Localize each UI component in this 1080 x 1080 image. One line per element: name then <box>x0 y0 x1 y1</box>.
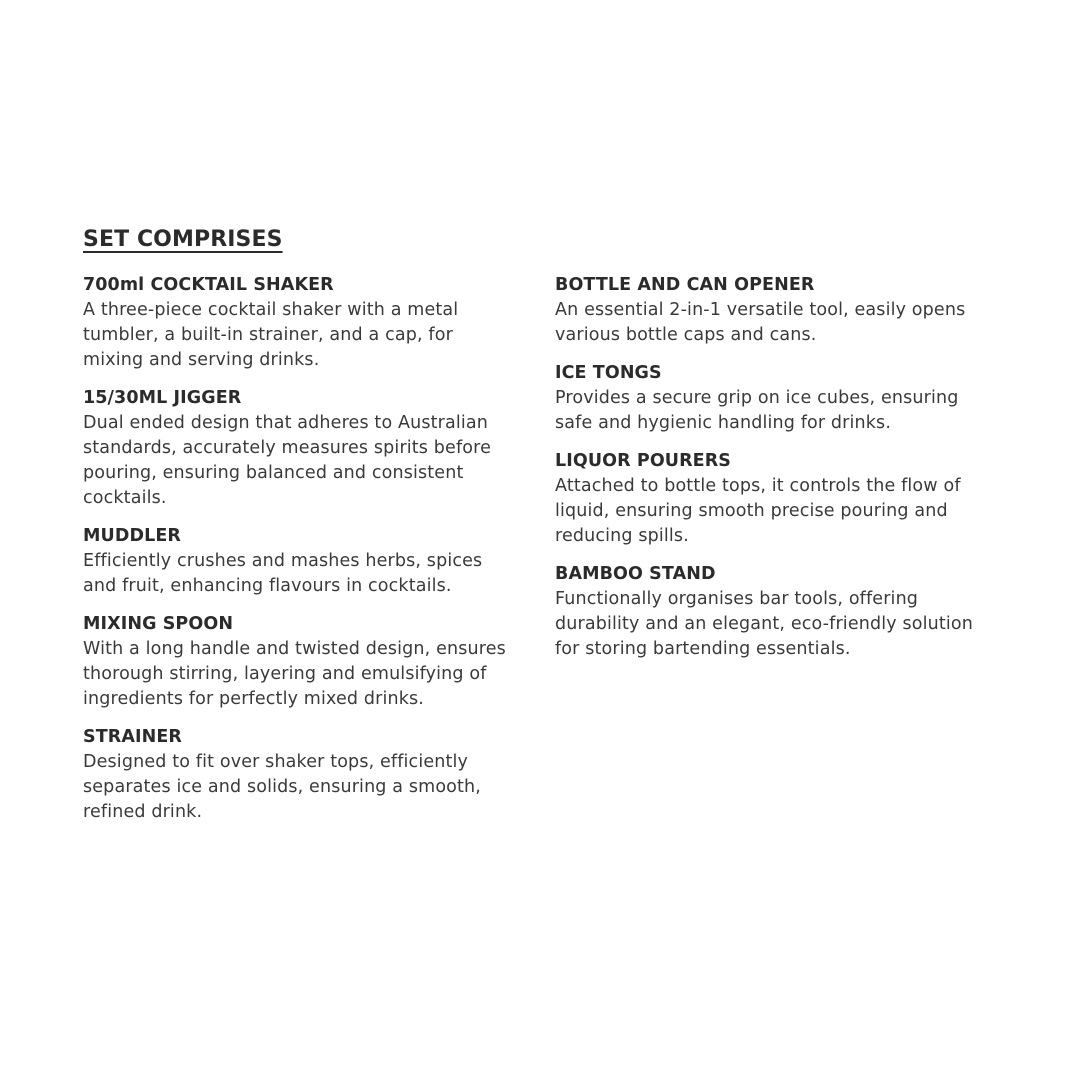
description-line: reducing spills. <box>555 526 689 546</box>
item-name: LIQUOR POURERS <box>555 451 732 471</box>
item-liquor-pourers <box>555 449 1015 549</box>
item-name: STRAINER <box>83 727 182 747</box>
item-description <box>555 474 1015 549</box>
item-description <box>555 386 1015 436</box>
description-line: separates ice and solids, ensuring a smooth, <box>83 777 482 797</box>
item-description <box>555 298 1015 348</box>
description-line: Designed to fit over shaker tops, efficiently <box>83 752 469 772</box>
item-bamboo-stand <box>555 562 1015 662</box>
section-title: SET COMPRISES <box>83 227 283 252</box>
description-line: standards, accurately measures spirits before <box>83 438 492 458</box>
item-ice-tongs <box>555 361 1015 436</box>
description-line: Efficiently crushes and mashes herbs, spices <box>83 551 483 571</box>
description-line: An essential 2-in-1 versatile tool, easily opens <box>555 300 966 320</box>
description-line: tumbler, a built-in strainer, and a cap, for <box>83 325 453 345</box>
item-description <box>83 637 543 712</box>
description-line: safe and hygienic handling for drinks. <box>555 413 892 433</box>
right-column <box>555 273 1015 675</box>
description-line: and fruit, enhancing flavours in cocktails. <box>83 576 452 596</box>
description-line: pouring, ensuring balanced and consistent <box>83 463 464 483</box>
left-column <box>83 273 543 838</box>
description-line: for storing bartending essentials. <box>555 639 851 659</box>
description-line: With a long handle and twisted design, ensures <box>83 639 506 659</box>
item-description <box>83 549 543 599</box>
description-line: various bottle caps and cans. <box>555 325 817 345</box>
description-line: mixing and serving drinks. <box>83 350 320 370</box>
item-name: 15/30ML JIGGER <box>83 388 242 408</box>
description-line: Dual ended design that adheres to Australian <box>83 413 489 433</box>
description-line: Provides a secure grip on ice cubes, ensuring <box>555 388 959 408</box>
item-name: BOTTLE AND CAN OPENER <box>555 275 815 295</box>
item-jigger <box>83 386 543 511</box>
item-mixing-spoon <box>83 612 543 712</box>
description-line: thorough stirring, layering and emulsifying of <box>83 664 487 684</box>
description-line: durability and an elegant, eco-friendly solution <box>555 614 973 634</box>
description-line: refined drink. <box>83 802 203 822</box>
item-description <box>83 411 543 511</box>
item-name: 700ml COCKTAIL SHAKER <box>83 275 334 295</box>
description-line: cocktails. <box>83 488 167 508</box>
description-line: liquid, ensuring smooth precise pouring and <box>555 501 948 521</box>
item-name: MIXING SPOON <box>83 614 234 634</box>
item-cocktail-shaker <box>83 273 543 373</box>
item-muddler <box>83 524 543 599</box>
description-line: ingredients for perfectly mixed drinks. <box>83 689 424 709</box>
item-description <box>555 587 1015 662</box>
item-description <box>83 750 543 825</box>
item-name: MUDDLER <box>83 526 181 546</box>
description-line: A three-piece cocktail shaker with a metal <box>83 300 459 320</box>
item-name: BAMBOO STAND <box>555 564 716 584</box>
item-name: ICE TONGS <box>555 363 662 383</box>
item-bottle-can-opener <box>555 273 1015 348</box>
description-line: Attached to bottle tops, it controls the flow of <box>555 476 961 496</box>
item-strainer <box>83 725 543 825</box>
description-line: Functionally organises bar tools, offering <box>555 589 919 609</box>
item-description <box>83 298 543 373</box>
